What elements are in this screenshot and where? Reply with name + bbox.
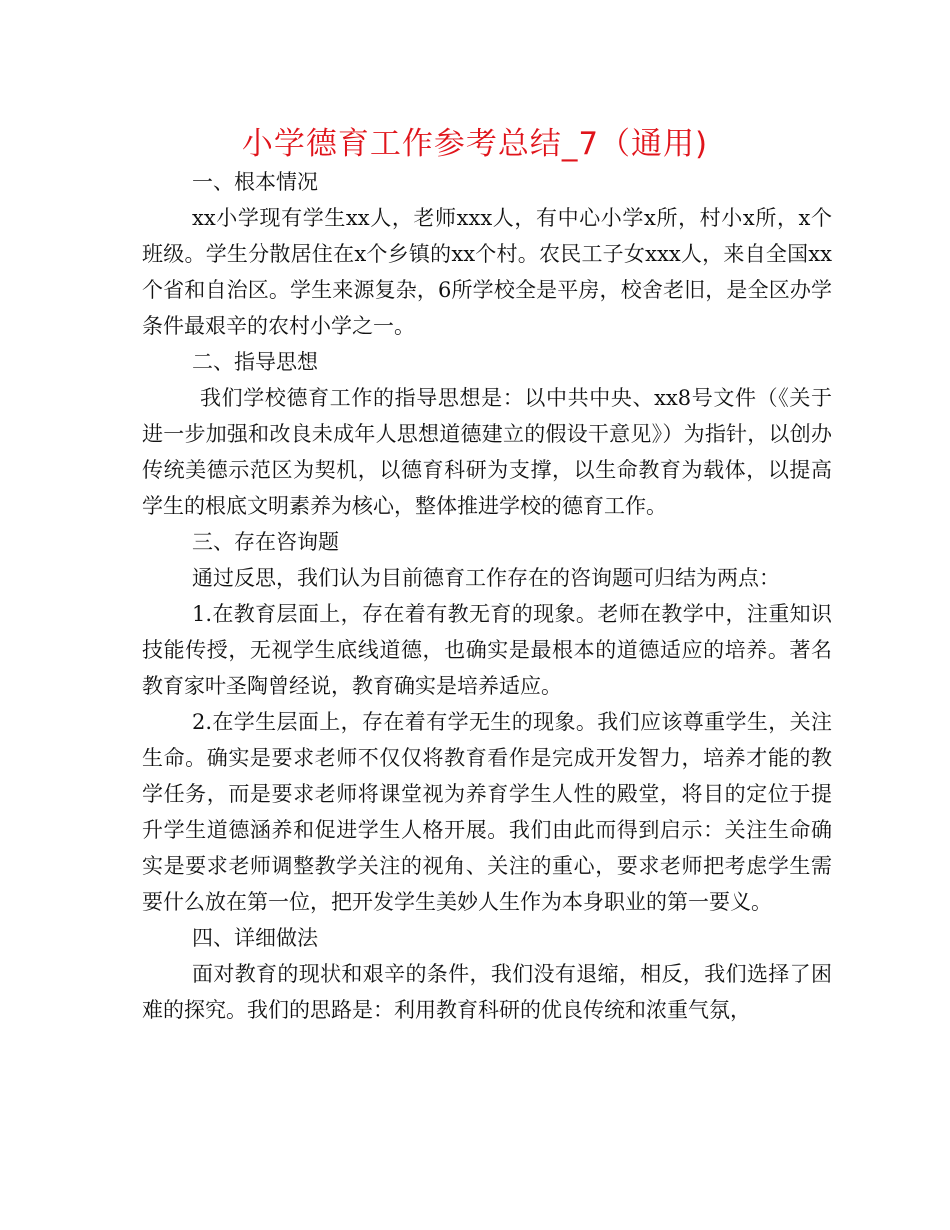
paragraph-guiding-ideology: 我们学校德育工作的指导思想是：以中共中央、xx8号文件（《关于进一步加强和改良未成年人思想道德建立的假设干意见》）为指针，以创办传统美德示范区为契机，以德育科研为支撑，以生命教育为载体，以提高学生的根底文明素养为核心，整体推进学校的德育工作。 [142,386,832,518]
section-heading-guiding-ideology: 二、指导思想 [192,350,318,374]
document-body [142,164,832,1028]
section-heading-specific-methods: 四、详细做法 [192,926,318,950]
paragraph-basic-situation: xx小学现有学生xx人，老师xxx人，有中心小学x所，村小x所，x个班级。学生分散居住在x个乡镇的xx个村。农民工子女xxx人，来自全国xx个省和自治区。学生来源复杂，6所学校全是平房，校舍老旧，是全区办学条件最艰辛的农村小学之一。 [142,206,832,338]
document-title: 小学德育工作参考总结_7（通用) [241,126,709,162]
section-heading-existing-problems: 三、存在咨询题 [192,530,339,554]
paragraph-problems-intro: 通过反思，我们认为目前德育工作存在的咨询题可归结为两点： [192,566,780,590]
paragraph-specific-methods: 面对教育的现状和艰辛的条件，我们没有退缩，相反，我们选择了困难的探究。我们的思路是：利用教育科研的优良传统和浓重气氛， [142,962,832,1022]
section-heading-basic-situation: 一、根本情况 [192,170,318,194]
paragraph-problem-1: 1.在教育层面上，存在着有教无育的现象。老师在教学中，注重知识技能传授，无视学生底线道德，也确实是最根本的道德适应的培养。著名教育家叶圣陶曾经说，教育确实是培养适应。 [142,602,832,698]
paragraph-problem-2: 2.在学生层面上，存在着有学无生的现象。我们应该尊重学生，关注生命。确实是要求老师不仅仅将教育看作是完成开发智力，培养才能的教学任务，而是要求老师将课堂视为养育学生人性的殿堂，将目的定位于提升学生道德涵养和促进学生人格开展。我们由此而得到启示：关注生命确实是要求老师调整教学关注的视角、关注的重心，要求老师把考虑学生需要什么放在第一位，把开发学生美妙人生作为本身职业的第一要义。 [142,710,832,914]
